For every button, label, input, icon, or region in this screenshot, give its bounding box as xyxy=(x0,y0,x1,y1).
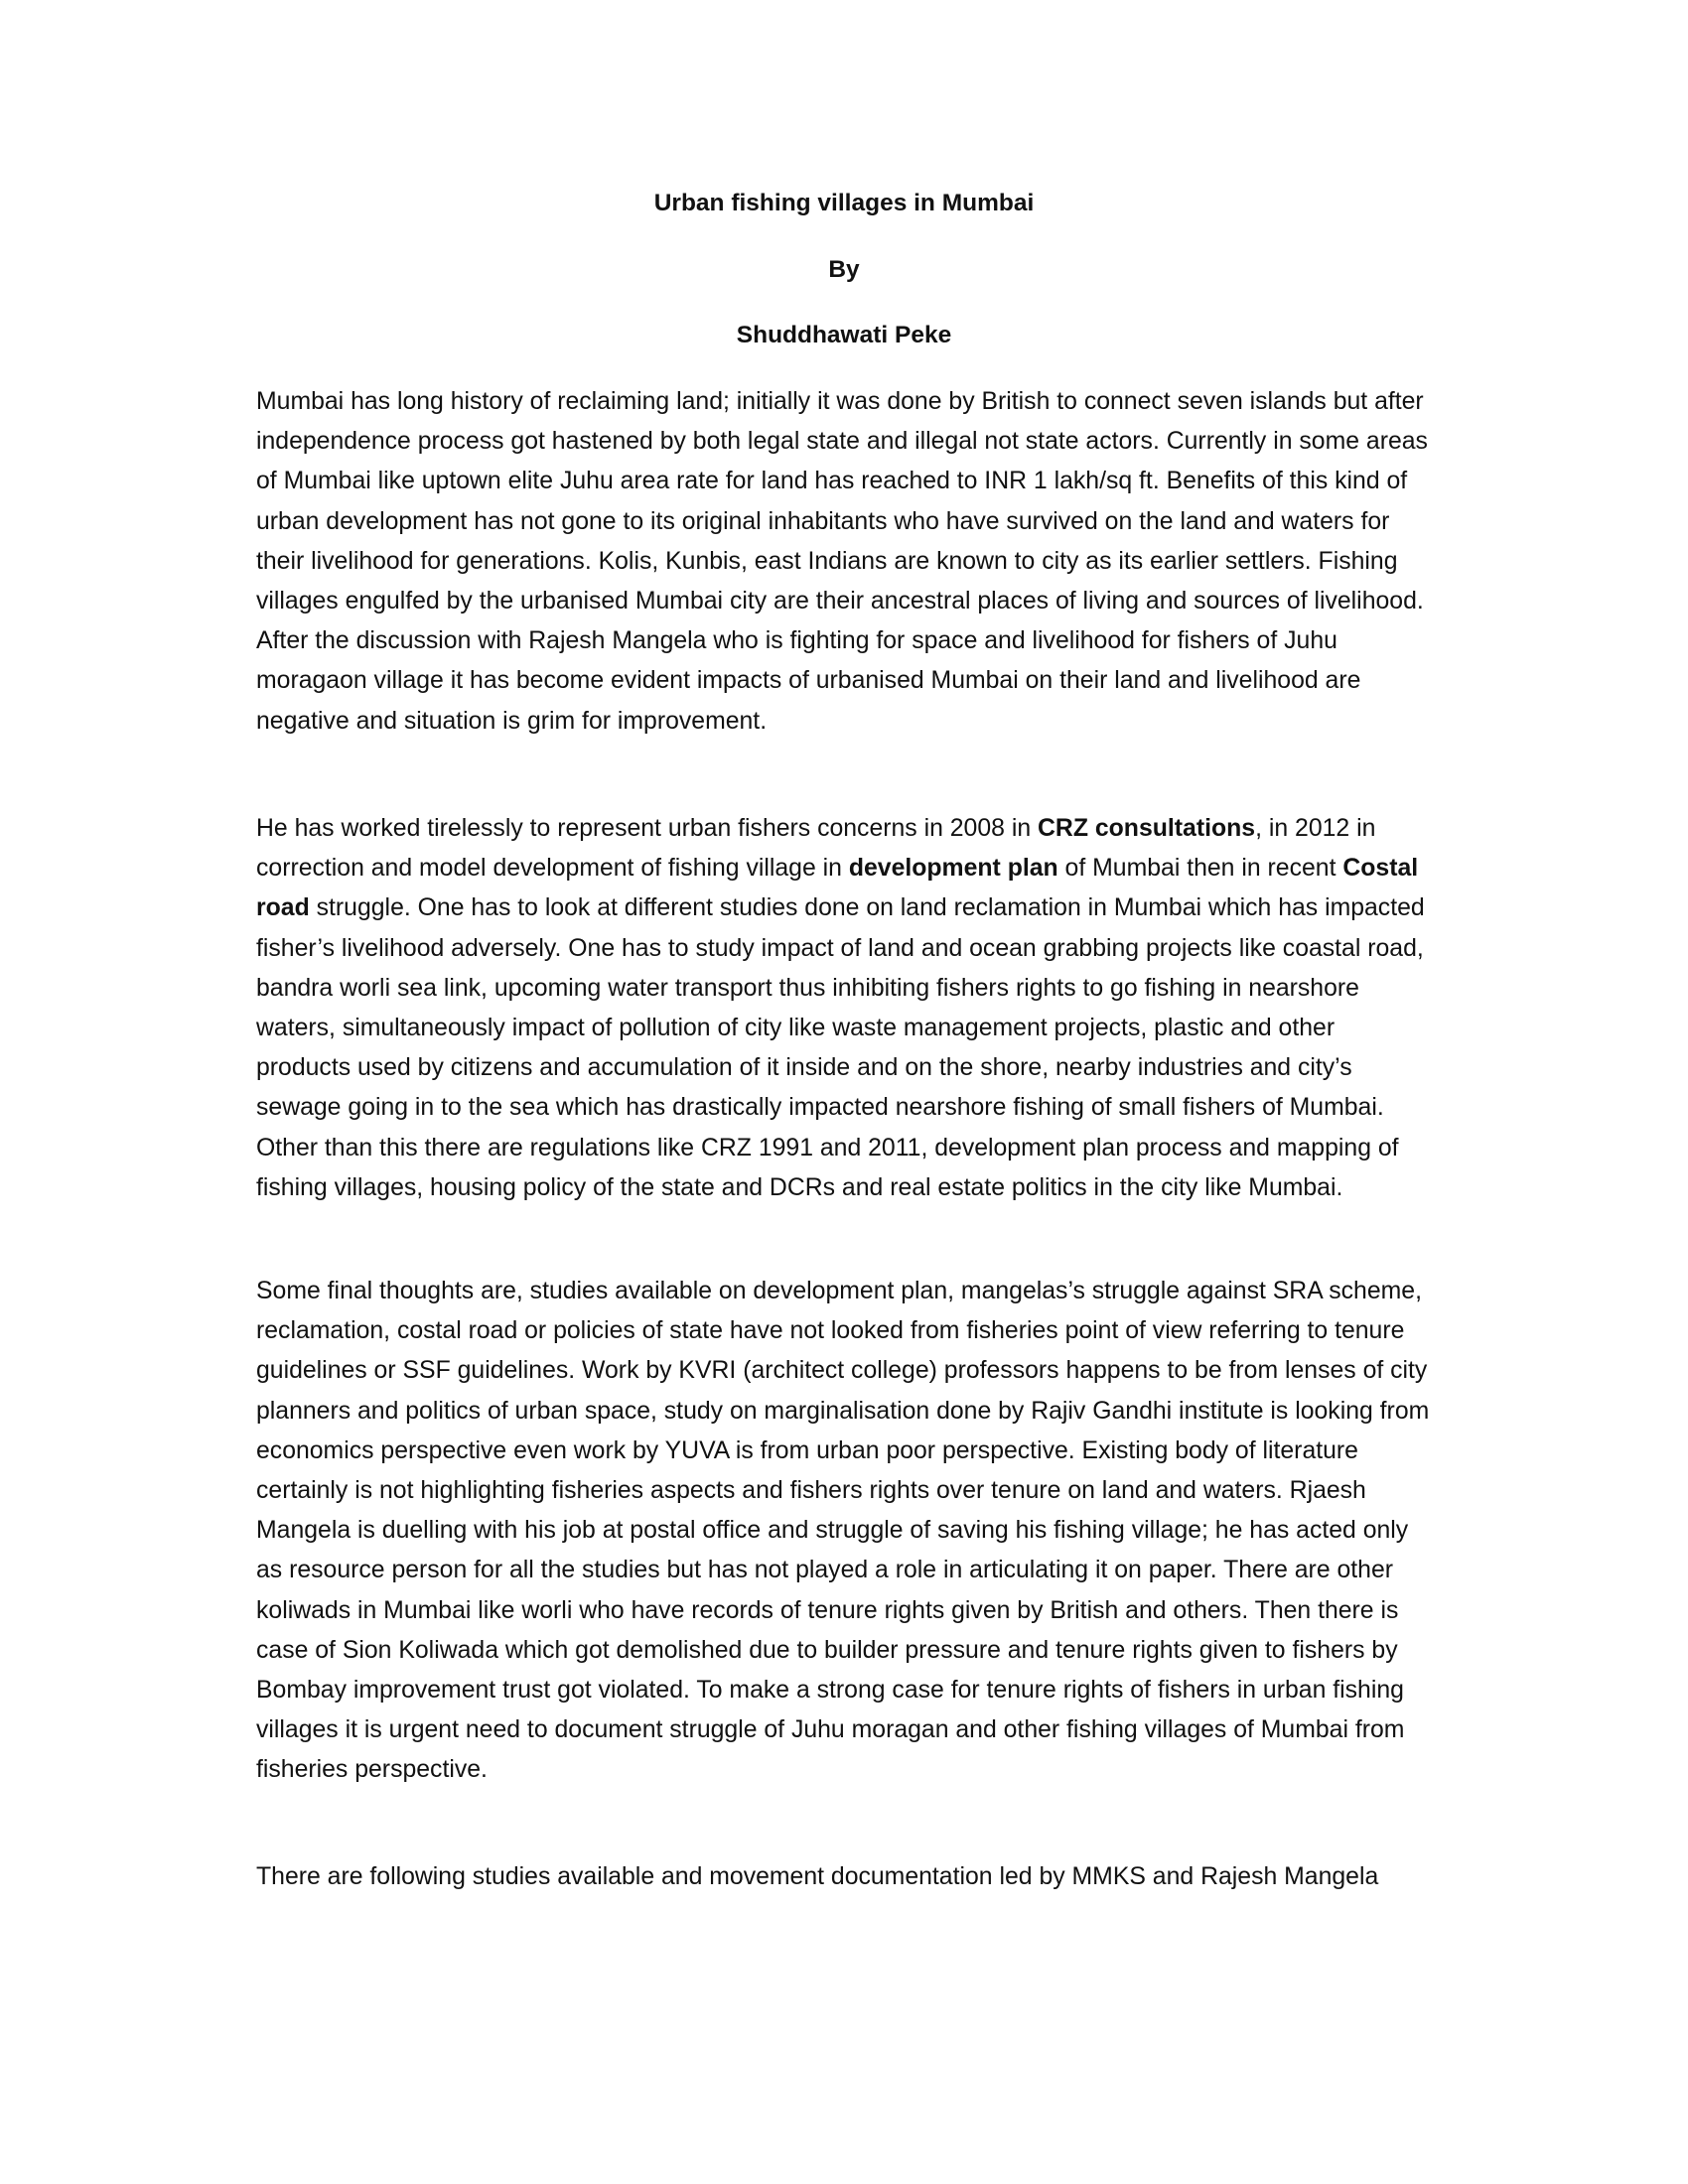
paragraph-2-text: of Mumbai then in recent xyxy=(1057,855,1343,883)
development-plan-bold: development plan xyxy=(848,855,1058,883)
crz-consultations-bold: CRZ consultations xyxy=(1038,815,1256,842)
document-title: Urban fishing villages in Mumbai xyxy=(653,190,1035,216)
paragraph-1: Mumbai has long history of reclaiming land; initially it was done by British to connect seven islands but after independence process got hastened by both legal state and illegal not state actors. Currently in some areas of Mumbai like uptown elite Juhu area rate for land has reached to INR 1 lakh/sq ft. Benefits of this kind of urban development has not gone to its original inhabitants who have survived on the land and waters for their livelihood for generations. Kolis, Kunbis, east Indians are known to city as its earlier settlers. Fishing villages engulfed by the urbanised Mumbai city are their ancestral places of living and sources of livelihood. After the discussion with Rajesh Mangela who is fighting for space and livelihood for fishers of Juhu moragaon village it has become evident impacts of urbanised Mumbai on their land and livelihood are negative and situation is grim for improvement. xyxy=(256,388,1428,735)
paragraph-2-text: He has worked tirelessly to represent urban fishers concerns in 2008 in xyxy=(256,815,1039,842)
author-name: Shuddhawati Peke xyxy=(736,322,952,348)
paragraph-4: There are following studies available and movement documentation led by MMKS and Rajesh Mangela xyxy=(256,1863,1379,1890)
byline: By xyxy=(828,256,860,283)
paragraph-2 xyxy=(256,809,1434,1208)
paragraph-3: Some final thoughts are, studies available on development plan, mangelas’s struggle against SRA scheme, reclamation, costal road or policies of state have not looked from fisheries point of view referring to tenure guidelines or SSF guidelines. Work by KVRI (architect college) professors happens to be from lenses of city planners and politics of urban space, study on marginalisation done by Rajiv Gandhi institute is looking from economics perspective even work by YUVA is from urban poor perspective. Existing body of literature certainly is not highlighting fisheries aspects and fishers rights over tenure on land and waters. Rjaesh Mangela is duelling with his job at postal office and struggle of saving his fishing village; he has acted only as resource person for all the studies but has not played a role in articulating it on paper. There are other koliwads in Mumbai like worli who have records of tenure rights given by British and others. Then there is case of Sion Koliwada which got demolished due to builder pressure and tenure rights given to fishers by Bombay improvement trust got violated. To make a strong case for tenure rights of fishers in urban fishing villages it is urgent need to document struggle of Juhu moragan and other fishing villages of Mumbai from fisheries perspective. xyxy=(256,1278,1430,1784)
paragraph-2-text: , in 2012 in correction and model development of fishing village in xyxy=(256,815,1376,883)
paragraph-2-text: struggle. One has to look at different studies done on land reclamation in Mumbai which has impacted fisher’s livelihood adversely. One has to study impact of land and ocean grabbing projects like coastal road, bandra worli sea link, upcoming water transport thus inhibiting fishers rights to go fishing in nearshore waters, simultaneously impact of pollution of city like waste management projects, plastic and other products used by citizens and accumulation of it inside and on the shore, nearby industries and city’s sewage going in to the sea which has drastically impacted nearshore fishing of small fishers of Mumbai. Other than this there are regulations like CRZ 1991 and 2011, development plan process and mapping of fishing villages, housing policy of the state and DCRs and real estate politics in the city like Mumbai. xyxy=(256,894,1425,1201)
costal-road-bold: Costal road xyxy=(256,855,1419,922)
